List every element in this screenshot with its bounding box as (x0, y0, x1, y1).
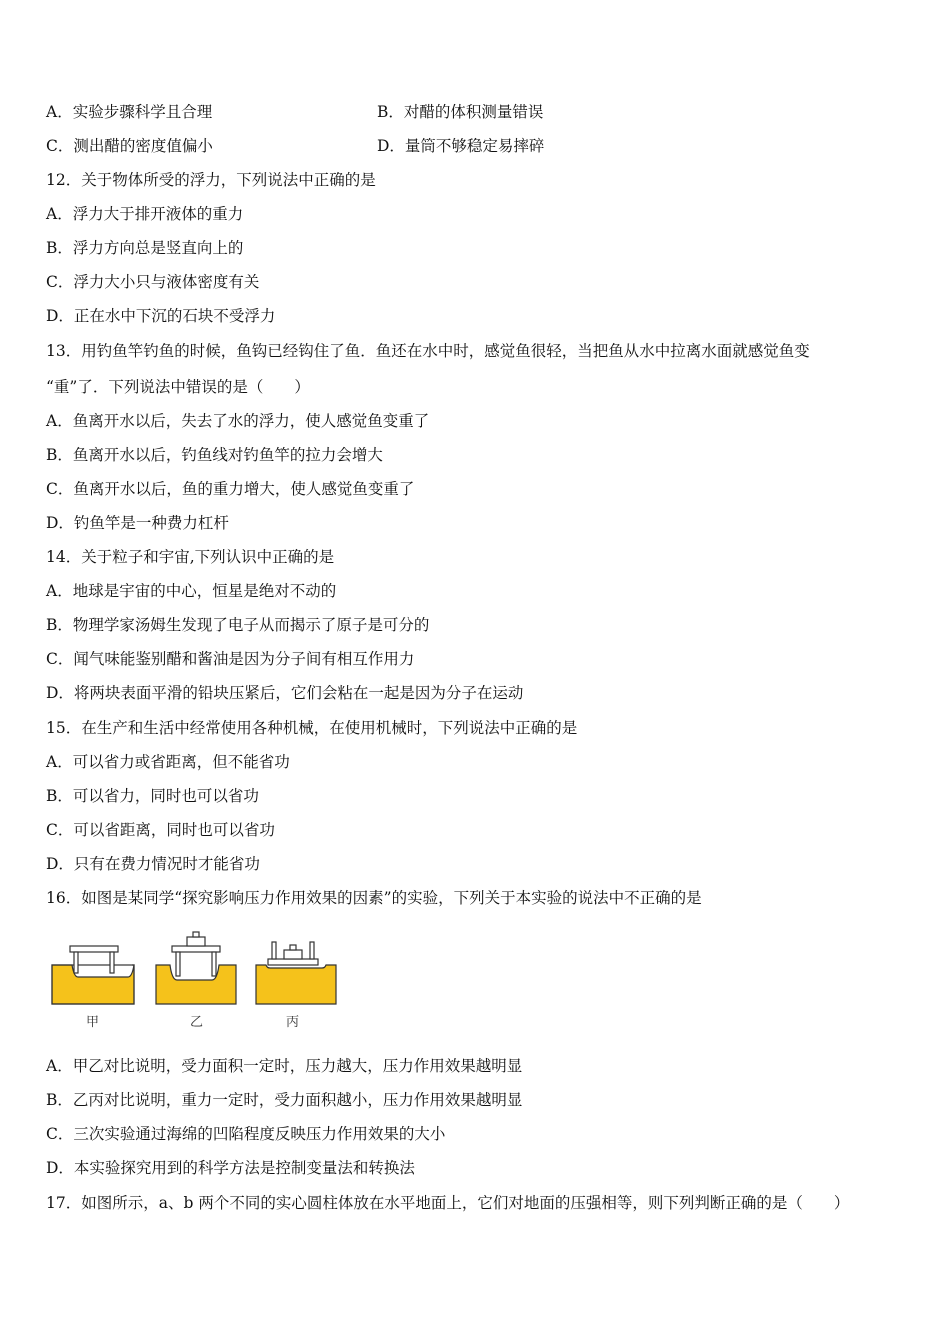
q11-option-c: C．测出醋的密度值偏小 (46, 137, 213, 155)
q14-option-b: B．物理学家汤姆生发现了电子从而揭示了原子是可分的 (46, 616, 430, 634)
q11-option-d: D．量筒不够稳定易摔碎 (377, 137, 545, 155)
q11-option-b: B．对醋的体积测量错误 (377, 103, 544, 121)
q15-option-d: D．只有在费力情况时才能省功 (46, 855, 260, 873)
q12-option-c: C．浮力大小只与液体密度有关 (46, 273, 260, 291)
q15-stem: 15．在生产和生活中经常使用各种机械，在使用机械时，下列说法中正确的是 (46, 719, 578, 737)
q11-option-row-cd (46, 136, 545, 156)
q15-option-a: A．可以省力或省距离，但不能省功 (46, 753, 290, 771)
q14-option-c: C．闻气味能鉴别醋和酱油是因为分子间有相互作用力 (46, 650, 415, 668)
figure-bing (256, 942, 336, 1004)
q13-option-d: D．钓鱼竿是一种费力杠杆 (46, 514, 229, 532)
q12-option-a: A．浮力大于排开液体的重力 (46, 205, 244, 223)
q12-option-b: B．浮力方向总是竖直向上的 (46, 239, 244, 257)
figure-yi (156, 932, 236, 1004)
q13-option-a: A．鱼离开水以后，失去了水的浮力，使人感觉鱼变重了 (46, 412, 430, 430)
q16-option-c: C．三次实验通过海绵的凹陷程度反映压力作用效果的大小 (46, 1125, 446, 1143)
q15-option-b: B．可以省力，同时也可以省功 (46, 787, 259, 805)
pressure-experiment-figure (46, 930, 346, 1035)
q13-option-c: C．鱼离开水以后，鱼的重力增大，使人感觉鱼变重了 (46, 480, 415, 498)
q11-option-row-ab (46, 102, 544, 122)
q11-option-a: A．实验步骤科学且合理 (46, 103, 213, 121)
q13-option-b: B．鱼离开水以后，钓鱼线对钓鱼竿的拉力会增大 (46, 446, 383, 464)
q14-option-d: D．将两块表面平滑的铅块压紧后，它们会粘在一起是因为分子在运动 (46, 684, 524, 702)
figure-label-jia: 甲 (86, 1015, 100, 1030)
q16-option-a: A．甲乙对比说明，受力面积一定时，压力越大，压力作用效果越明显 (46, 1057, 523, 1075)
q13-stem-line1: 13．用钓鱼竿钓鱼的时候，鱼钩已经钩住了鱼．鱼还在水中时，感觉鱼很轻，当把鱼从水中拉离水面就感觉鱼变 (46, 342, 810, 360)
figure-jia (52, 946, 134, 1004)
q16-option-b: B．乙丙对比说明，重力一定时，受力面积越小，压力作用效果越明显 (46, 1091, 523, 1109)
q13-stem-line2: “重”了．下列说法中错误的是（ ） (46, 378, 310, 396)
q16-stem: 16．如图是某同学“探究影响压力作用效果的因素”的实验，下列关于本实验的说法中不正确的是 (46, 889, 702, 907)
figure-label-yi: 乙 (190, 1015, 204, 1030)
q15-option-c: C．可以省距离，同时也可以省功 (46, 821, 275, 839)
q14-option-a: A．地球是宇宙的中心，恒星是绝对不动的 (46, 582, 337, 600)
q12-stem: 12．关于物体所受的浮力，下列说法中正确的是 (46, 171, 376, 189)
q16-option-d: D．本实验探究用到的科学方法是控制变量法和转换法 (46, 1159, 415, 1177)
q12-option-d: D．正在水中下沉的石块不受浮力 (46, 307, 276, 325)
figure-label-bing: 丙 (286, 1015, 300, 1030)
q17-stem: 17．如图所示，a、b 两个不同的实心圆柱体放在水平地面上，它们对地面的压强相等，则下列判断正确的是（ ） (46, 1194, 850, 1212)
q14-stem: 14．关于粒子和宇宙,下列认识中正确的是 (46, 548, 335, 566)
